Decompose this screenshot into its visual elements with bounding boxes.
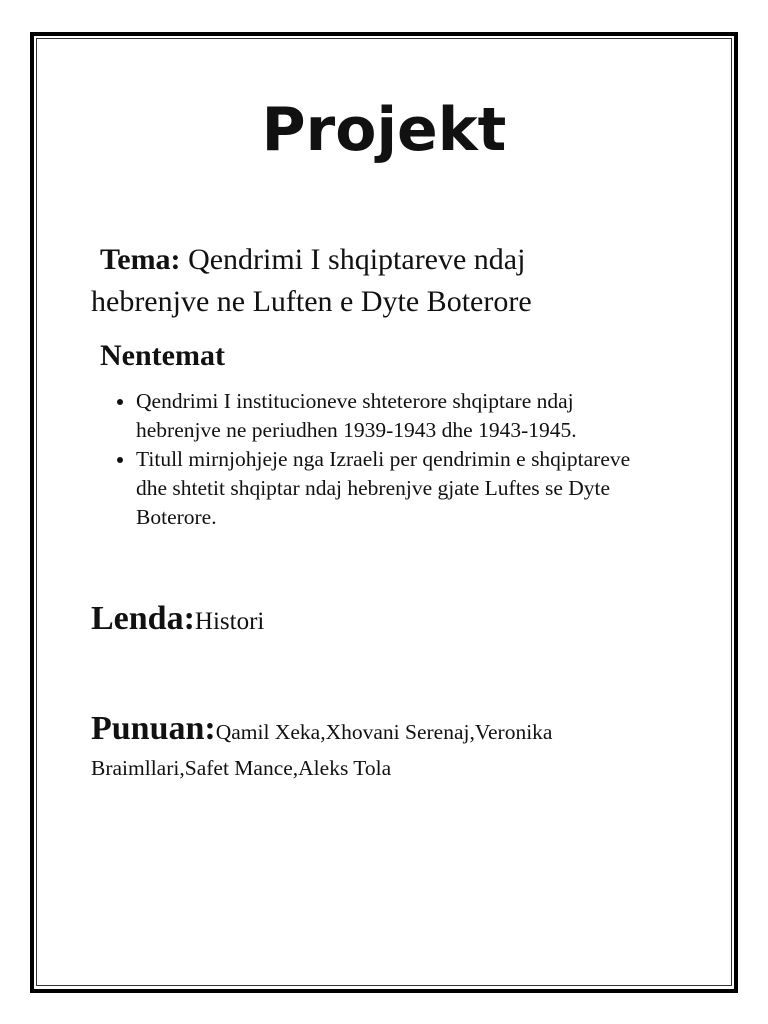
tema-label: Tema: — [100, 243, 181, 276]
tema-line-1 — [100, 240, 525, 280]
punuan-names-2: Braimllari,Safet Mance,Aleks Tola — [91, 756, 392, 780]
tema-text-2: hebrenjve ne Luften e Dyte Boterore — [91, 285, 532, 318]
document-title: Projekt — [261, 95, 507, 165]
list-item: • Qendrimi I institucioneve shteterore shqiptare ndaj hebrenjve ne periudhen 1939-1943 dhe 1943-1945. — [136, 387, 630, 445]
nentemat-list — [108, 387, 630, 532]
punuan-line-1 — [91, 710, 552, 748]
tema-text-1: Qendrimi I shqiptareve ndaj — [188, 243, 526, 276]
list-item: • Titull mirnjohjeje nga Izraeli per qendrimin e shqiptareve dhe shtetit shqiptar ndaj hebrenjve gjate Luftes se Dyte Boterore. — [136, 445, 630, 532]
nentemat-heading: Nentemat — [100, 339, 225, 372]
lenda-value: Histori — [194, 608, 265, 635]
punuan-label: Punuan: — [91, 710, 216, 747]
punuan-names-1: Qamil Xeka,Xhovani Serenaj,Veronika — [215, 720, 553, 744]
lenda-line — [91, 600, 264, 638]
lenda-label: Lenda: — [91, 600, 195, 637]
